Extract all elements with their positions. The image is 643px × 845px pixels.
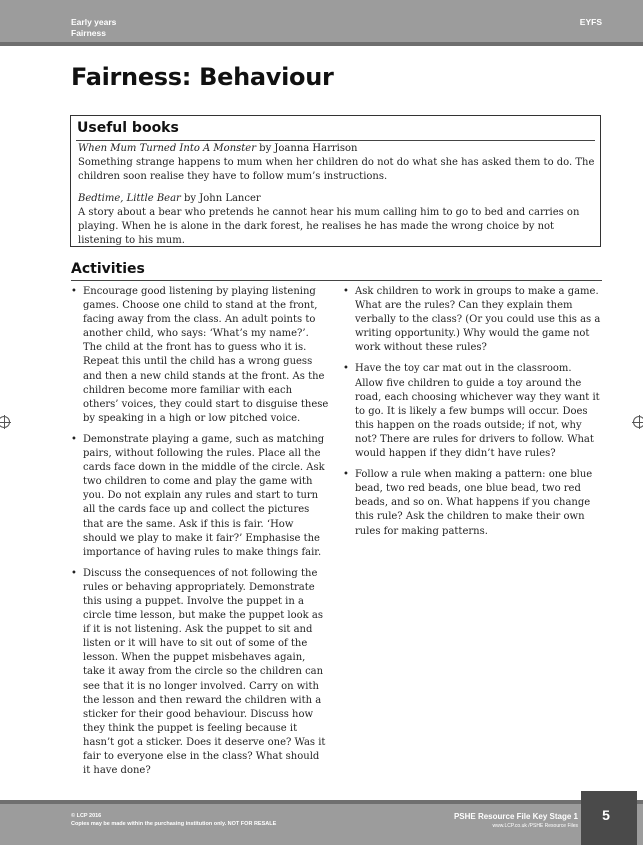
activities-heading: Activities [71,261,145,277]
book-author: by Joanna Harrison [255,143,358,154]
book-description: Something strange happens to mum when her children do not do what she has asked them to do. The children soon realise they have to follow mum’s instructions. [78,157,595,182]
useful-books-heading: Useful books [77,120,179,136]
activities-divider [71,280,602,281]
book-title: When Mum Turned Into A Monster [78,143,256,154]
resource-title: PSHE Resource File Key Stage 1 [453,812,578,821]
page-number-box [581,791,637,845]
book-author: by John Lancer [180,193,261,204]
copyright-text: © LCP 2016 [71,813,102,819]
activity-item: • Discuss the consequences of not following the rules or behaving appropriately. Demonstrate this using a puppet. Involve the puppet in a circle time lesson, but make the puppet look as if it is not listening. Ask the puppet to sit and listen or it will have to sit out of some of the lesson. When the puppet misbehaves again, take it away from the circle so the children can see that it is no longer involved. Carry on with the lesson and then reward the children with a sticker for their good behaviour. Discuss how they think the puppet is feeling because it hasn’t got a sticker. Does it deserve one? Was it fair to everyone else in the class? What should it have done? [71,567,329,778]
activity-item: • Ask children to work in groups to make a game. What are the rules? Can they explain them verbally to the class? (Or you could use this as a writing opportunity.) Why would the game not work without these rules? [343,285,601,355]
registration-mark-icon [0,416,10,428]
header-stage-label: EYFS [579,17,602,27]
header-section [71,17,116,39]
copy-notice: Copies may be made within the purchasing institution only. NOT FOR RESALE [71,821,277,827]
footer-resource [454,812,578,830]
header-topic-label: Fairness [71,28,106,38]
book-citation [78,142,596,156]
activity-item: • Have the toy car mat out in the classroom. Allow five children to guide a toy around the road, each choosing whichever way they want it to go. It is likely a few bumps will occur. Does this happen on the roads outside; if not, why not? There are rules for drivers to follow. What would happen if they didn’t have rules? [343,362,601,461]
resource-website: www.LCP.co.uk /PSHE Resource Files [492,823,578,829]
registration-mark-icon [633,416,643,428]
book-description: A story about a bear who pretends he cannot hear his mum calling him to go to bed and carries on playing. When he is alone in the dark forest, he realises he has made the wrong choice by not listening to his mum. [78,207,580,246]
page-number: 5 [602,807,610,823]
book-title: Bedtime, Little Bear [78,193,181,204]
page-title: Fairness: Behaviour [71,63,334,91]
activity-item: • Encourage good listening by playing listening games. Choose one child to stand at the front, facing away from the class. An adult points to another child, who says: ‘What’s my name?’. The child at the front has to guess who it is. Repeat this until the child has a wrong guess and then a new child stands at the front. As the children become more familiar with each others’ voices, they could start to disguise these by speaking in a high or low pitched voice. [71,285,329,426]
useful-books-divider [76,140,595,141]
activity-item: • Follow a rule when making a pattern: one blue bead, two red beads, one blue bead, two red beads, and so on. What happens if you change this rule? Ask the children to make their own rules for making patterns. [343,468,601,538]
book-entry [78,192,596,248]
header-section-label: Early years [71,17,117,27]
activities-left-column [71,285,329,785]
activity-item: • Demonstrate playing a game, such as matching pairs, without following the rules. Place all the cards face down in the middle of the circle. Ask two children to come and play the game with you. Do not explain any rules and start to turn all the cards face up and collect the pictures that are the same. Ask if this is fair. ‘How should we play to make it fair?’ Emphasise the importance of having rules to make things fair. [71,433,329,560]
useful-books-box [70,115,601,247]
activities-right-column [343,285,601,546]
footer-copyright [71,812,276,828]
book-citation [78,192,596,206]
book-entry [78,142,596,184]
